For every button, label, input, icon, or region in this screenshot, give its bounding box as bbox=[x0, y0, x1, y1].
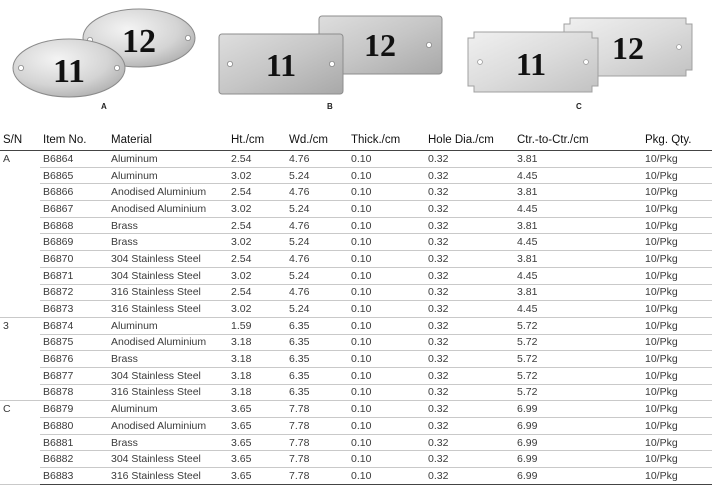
cell-hole-diameter: 0.32 bbox=[425, 468, 514, 485]
cell-item-no: B6880 bbox=[40, 418, 108, 435]
table-row bbox=[0, 317, 712, 334]
cell-item-no: B6866 bbox=[40, 184, 108, 201]
cell-item-no: B6878 bbox=[40, 384, 108, 401]
cell-package-qty: 10/Pkg bbox=[642, 468, 712, 485]
cell-width: 4.76 bbox=[286, 284, 348, 301]
cell-material: 304 Stainless Steel bbox=[108, 367, 228, 384]
cell-material: Anodised Aluminium bbox=[108, 184, 228, 201]
cell-package-qty: 10/Pkg bbox=[642, 167, 712, 184]
cell-thickness: 0.10 bbox=[348, 367, 425, 384]
cell-height: 3.02 bbox=[228, 301, 286, 318]
cell-center-to-center: 6.99 bbox=[514, 401, 642, 418]
cell-thickness: 0.10 bbox=[348, 234, 425, 251]
cell-item-no: B6873 bbox=[40, 301, 108, 318]
notched-tags-image bbox=[463, 0, 708, 110]
spec-table bbox=[0, 130, 712, 485]
cell-package-qty: 10/Pkg bbox=[642, 184, 712, 201]
cell-width: 4.76 bbox=[286, 151, 348, 168]
cell-sn bbox=[0, 351, 40, 368]
cell-hole-diameter: 0.32 bbox=[425, 267, 514, 284]
cell-material: 316 Stainless Steel bbox=[108, 384, 228, 401]
header-center-to-center: Ctr.-to-Ctr./cm bbox=[514, 130, 642, 151]
table-row bbox=[0, 267, 712, 284]
cell-center-to-center: 3.81 bbox=[514, 284, 642, 301]
cell-sn bbox=[0, 201, 40, 218]
cell-thickness: 0.10 bbox=[348, 384, 425, 401]
cell-package-qty: 10/Pkg bbox=[642, 267, 712, 284]
table-row bbox=[0, 184, 712, 201]
table-row bbox=[0, 284, 712, 301]
rectangle-tags-image bbox=[215, 0, 455, 110]
table-row bbox=[0, 334, 712, 351]
cell-package-qty: 10/Pkg bbox=[642, 384, 712, 401]
cell-width: 6.35 bbox=[286, 317, 348, 334]
cell-center-to-center: 5.72 bbox=[514, 351, 642, 368]
header-material: Material bbox=[108, 130, 228, 151]
cell-hole-diameter: 0.32 bbox=[425, 301, 514, 318]
cell-material: Brass bbox=[108, 351, 228, 368]
cell-package-qty: 10/Pkg bbox=[642, 334, 712, 351]
cell-package-qty: 10/Pkg bbox=[642, 151, 712, 168]
cell-width: 5.24 bbox=[286, 301, 348, 318]
cell-hole-diameter: 0.32 bbox=[425, 284, 514, 301]
cell-thickness: 0.10 bbox=[348, 267, 425, 284]
cell-width: 7.78 bbox=[286, 468, 348, 485]
oval-tags-image bbox=[0, 0, 210, 110]
cell-center-to-center: 6.99 bbox=[514, 451, 642, 468]
cell-thickness: 0.10 bbox=[348, 301, 425, 318]
cell-material: 316 Stainless Steel bbox=[108, 468, 228, 485]
cell-center-to-center: 3.81 bbox=[514, 184, 642, 201]
cell-center-to-center: 3.81 bbox=[514, 251, 642, 268]
cell-center-to-center: 3.81 bbox=[514, 151, 642, 168]
cell-height: 2.54 bbox=[228, 184, 286, 201]
tag-front-number: 11 bbox=[265, 47, 297, 83]
cell-center-to-center: 5.72 bbox=[514, 367, 642, 384]
cell-width: 7.78 bbox=[286, 418, 348, 435]
cell-hole-diameter: 0.32 bbox=[425, 384, 514, 401]
header-hole-diameter: Hole Dia./cm bbox=[425, 130, 514, 151]
cell-width: 6.35 bbox=[286, 334, 348, 351]
cell-material: Aluminum bbox=[108, 151, 228, 168]
cell-center-to-center: 6.99 bbox=[514, 434, 642, 451]
table-row bbox=[0, 401, 712, 418]
cell-package-qty: 10/Pkg bbox=[642, 217, 712, 234]
cell-hole-diameter: 0.32 bbox=[425, 251, 514, 268]
cell-item-no: B6867 bbox=[40, 201, 108, 218]
cell-sn bbox=[0, 167, 40, 184]
cell-thickness: 0.10 bbox=[348, 184, 425, 201]
cell-item-no: B6877 bbox=[40, 367, 108, 384]
cell-material: 316 Stainless Steel bbox=[108, 284, 228, 301]
header-width: Wd./cm bbox=[286, 130, 348, 151]
cell-package-qty: 10/Pkg bbox=[642, 301, 712, 318]
cell-sn bbox=[0, 367, 40, 384]
cell-hole-diameter: 0.32 bbox=[425, 418, 514, 435]
cell-width: 7.78 bbox=[286, 451, 348, 468]
cell-package-qty: 10/Pkg bbox=[642, 451, 712, 468]
cell-item-no: B6883 bbox=[40, 468, 108, 485]
cell-hole-diameter: 0.32 bbox=[425, 401, 514, 418]
cell-thickness: 0.10 bbox=[348, 451, 425, 468]
table-row bbox=[0, 151, 712, 168]
cell-height: 3.02 bbox=[228, 201, 286, 218]
cell-width: 6.35 bbox=[286, 384, 348, 401]
cell-height: 1.59 bbox=[228, 317, 286, 334]
cell-sn bbox=[0, 468, 40, 485]
cell-sn: 3 bbox=[3, 319, 9, 332]
cell-item-no: B6871 bbox=[40, 267, 108, 284]
cell-thickness: 0.10 bbox=[348, 167, 425, 184]
cell-package-qty: 10/Pkg bbox=[642, 317, 712, 334]
tag-back-number: 12 bbox=[612, 30, 644, 66]
cell-height: 3.18 bbox=[228, 384, 286, 401]
cell-center-to-center: 4.45 bbox=[514, 301, 642, 318]
cell-material: Aluminum bbox=[108, 401, 228, 418]
cell-material: Brass bbox=[108, 234, 228, 251]
table-row bbox=[0, 367, 712, 384]
cell-item-no: B6879 bbox=[40, 401, 108, 418]
table-row bbox=[0, 351, 712, 368]
cell-height: 3.02 bbox=[228, 234, 286, 251]
cell-width: 5.24 bbox=[286, 167, 348, 184]
table-row bbox=[0, 384, 712, 401]
cell-height: 3.65 bbox=[228, 468, 286, 485]
cell-width: 6.35 bbox=[286, 367, 348, 384]
cell-material: Anodised Aluminium bbox=[108, 201, 228, 218]
header-package-qty: Pkg. Qty. bbox=[642, 130, 712, 151]
cell-package-qty: 10/Pkg bbox=[642, 434, 712, 451]
cell-center-to-center: 4.45 bbox=[514, 267, 642, 284]
cell-package-qty: 10/Pkg bbox=[642, 367, 712, 384]
cell-item-no: B6872 bbox=[40, 284, 108, 301]
cell-item-no: B6875 bbox=[40, 334, 108, 351]
table-row bbox=[0, 434, 712, 451]
cell-hole-diameter: 0.32 bbox=[425, 234, 514, 251]
cell-thickness: 0.10 bbox=[348, 418, 425, 435]
cell-thickness: 0.10 bbox=[348, 317, 425, 334]
cell-width: 5.24 bbox=[286, 267, 348, 284]
cell-sn bbox=[0, 184, 40, 201]
cell-height: 3.65 bbox=[228, 451, 286, 468]
cell-width: 6.35 bbox=[286, 351, 348, 368]
cell-hole-diameter: 0.32 bbox=[425, 184, 514, 201]
cell-sn bbox=[0, 284, 40, 301]
cell-material: Aluminum bbox=[108, 317, 228, 334]
tag-back-number: 12 bbox=[364, 27, 396, 63]
table-body bbox=[0, 151, 712, 485]
cell-height: 3.65 bbox=[228, 418, 286, 435]
cell-center-to-center: 3.81 bbox=[514, 217, 642, 234]
table-row bbox=[0, 301, 712, 318]
cell-center-to-center: 5.72 bbox=[514, 334, 642, 351]
cell-height: 2.54 bbox=[228, 151, 286, 168]
cell-height: 3.65 bbox=[228, 434, 286, 451]
figure-label: C bbox=[576, 102, 582, 111]
cell-thickness: 0.10 bbox=[348, 151, 425, 168]
cell-sn bbox=[0, 267, 40, 284]
cell-package-qty: 10/Pkg bbox=[642, 234, 712, 251]
cell-thickness: 0.10 bbox=[348, 201, 425, 218]
cell-height: 3.02 bbox=[228, 267, 286, 284]
cell-hole-diameter: 0.32 bbox=[425, 167, 514, 184]
tag-front-number: 11 bbox=[515, 46, 547, 82]
cell-material: Aluminum bbox=[108, 167, 228, 184]
cell-thickness: 0.10 bbox=[348, 284, 425, 301]
cell-package-qty: 10/Pkg bbox=[642, 418, 712, 435]
cell-sn bbox=[0, 384, 40, 401]
table-row bbox=[0, 418, 712, 435]
cell-material: 304 Stainless Steel bbox=[108, 267, 228, 284]
cell-thickness: 0.10 bbox=[348, 468, 425, 485]
cell-item-no: B6869 bbox=[40, 234, 108, 251]
table-row bbox=[0, 251, 712, 268]
header-sn: S/N bbox=[0, 130, 40, 151]
cell-center-to-center: 6.99 bbox=[514, 418, 642, 435]
cell-package-qty: 10/Pkg bbox=[642, 284, 712, 301]
cell-height: 3.18 bbox=[228, 334, 286, 351]
cell-material: Brass bbox=[108, 217, 228, 234]
product-figures bbox=[0, 0, 723, 124]
header-item-no: Item No. bbox=[40, 130, 108, 151]
cell-hole-diameter: 0.32 bbox=[425, 201, 514, 218]
cell-sn: A bbox=[3, 153, 11, 166]
cell-hole-diameter: 0.32 bbox=[425, 217, 514, 234]
cell-item-no: B6881 bbox=[40, 434, 108, 451]
cell-center-to-center: 4.45 bbox=[514, 167, 642, 184]
cell-item-no: B6870 bbox=[40, 251, 108, 268]
cell-width: 7.78 bbox=[286, 401, 348, 418]
cell-width: 7.78 bbox=[286, 434, 348, 451]
cell-height: 3.02 bbox=[228, 167, 286, 184]
cell-height: 3.65 bbox=[228, 401, 286, 418]
table-row bbox=[0, 234, 712, 251]
cell-sn bbox=[0, 251, 40, 268]
tag-front-number: 11 bbox=[52, 53, 86, 90]
figure-label: B bbox=[327, 102, 333, 111]
cell-height: 2.54 bbox=[228, 251, 286, 268]
cell-item-no: B6864 bbox=[40, 151, 108, 168]
cell-center-to-center: 6.99 bbox=[514, 468, 642, 485]
table-row bbox=[0, 217, 712, 234]
cell-material: Brass bbox=[108, 434, 228, 451]
cell-width: 4.76 bbox=[286, 217, 348, 234]
figure-a bbox=[0, 0, 210, 124]
table-header-row bbox=[0, 130, 712, 151]
cell-material: 316 Stainless Steel bbox=[108, 301, 228, 318]
cell-hole-diameter: 0.32 bbox=[425, 451, 514, 468]
cell-sn bbox=[0, 451, 40, 468]
cell-sn bbox=[0, 217, 40, 234]
cell-thickness: 0.10 bbox=[348, 334, 425, 351]
cell-package-qty: 10/Pkg bbox=[642, 251, 712, 268]
cell-item-no: B6882 bbox=[40, 451, 108, 468]
cell-sn bbox=[0, 334, 40, 351]
tag-back-number: 12 bbox=[122, 23, 156, 60]
figure-b bbox=[215, 0, 455, 124]
header-height: Ht./cm bbox=[228, 130, 286, 151]
cell-material: 304 Stainless Steel bbox=[108, 451, 228, 468]
cell-material: Anodised Aluminium bbox=[108, 418, 228, 435]
cell-material: Anodised Aluminium bbox=[108, 334, 228, 351]
cell-thickness: 0.10 bbox=[348, 217, 425, 234]
cell-sn: C bbox=[3, 403, 11, 416]
cell-width: 4.76 bbox=[286, 184, 348, 201]
header-thickness: Thick./cm bbox=[348, 130, 425, 151]
cell-center-to-center: 5.72 bbox=[514, 384, 642, 401]
cell-height: 3.18 bbox=[228, 367, 286, 384]
cell-sn bbox=[0, 434, 40, 451]
cell-sn bbox=[0, 301, 40, 318]
cell-height: 2.54 bbox=[228, 284, 286, 301]
table-row bbox=[0, 468, 712, 485]
cell-width: 4.76 bbox=[286, 251, 348, 268]
cell-package-qty: 10/Pkg bbox=[642, 201, 712, 218]
cell-sn bbox=[0, 234, 40, 251]
cell-hole-diameter: 0.32 bbox=[425, 317, 514, 334]
cell-hole-diameter: 0.32 bbox=[425, 151, 514, 168]
cell-height: 2.54 bbox=[228, 217, 286, 234]
cell-material: 304 Stainless Steel bbox=[108, 251, 228, 268]
cell-center-to-center: 4.45 bbox=[514, 234, 642, 251]
cell-item-no: B6876 bbox=[40, 351, 108, 368]
table-row bbox=[0, 167, 712, 184]
cell-item-no: B6865 bbox=[40, 167, 108, 184]
cell-hole-diameter: 0.32 bbox=[425, 334, 514, 351]
cell-center-to-center: 5.72 bbox=[514, 317, 642, 334]
cell-hole-diameter: 0.32 bbox=[425, 434, 514, 451]
table-row bbox=[0, 201, 712, 218]
cell-sn bbox=[0, 418, 40, 435]
figure-label: A bbox=[101, 102, 107, 111]
cell-thickness: 0.10 bbox=[348, 251, 425, 268]
cell-item-no: B6868 bbox=[40, 217, 108, 234]
cell-item-no: B6874 bbox=[40, 317, 108, 334]
cell-width: 5.24 bbox=[286, 234, 348, 251]
cell-hole-diameter: 0.32 bbox=[425, 351, 514, 368]
cell-thickness: 0.10 bbox=[348, 434, 425, 451]
table-row bbox=[0, 451, 712, 468]
figure-c bbox=[463, 0, 708, 124]
cell-thickness: 0.10 bbox=[348, 351, 425, 368]
cell-height: 3.18 bbox=[228, 351, 286, 368]
cell-package-qty: 10/Pkg bbox=[642, 351, 712, 368]
cell-thickness: 0.10 bbox=[348, 401, 425, 418]
cell-package-qty: 10/Pkg bbox=[642, 401, 712, 418]
cell-center-to-center: 4.45 bbox=[514, 201, 642, 218]
cell-hole-diameter: 0.32 bbox=[425, 367, 514, 384]
cell-width: 5.24 bbox=[286, 201, 348, 218]
